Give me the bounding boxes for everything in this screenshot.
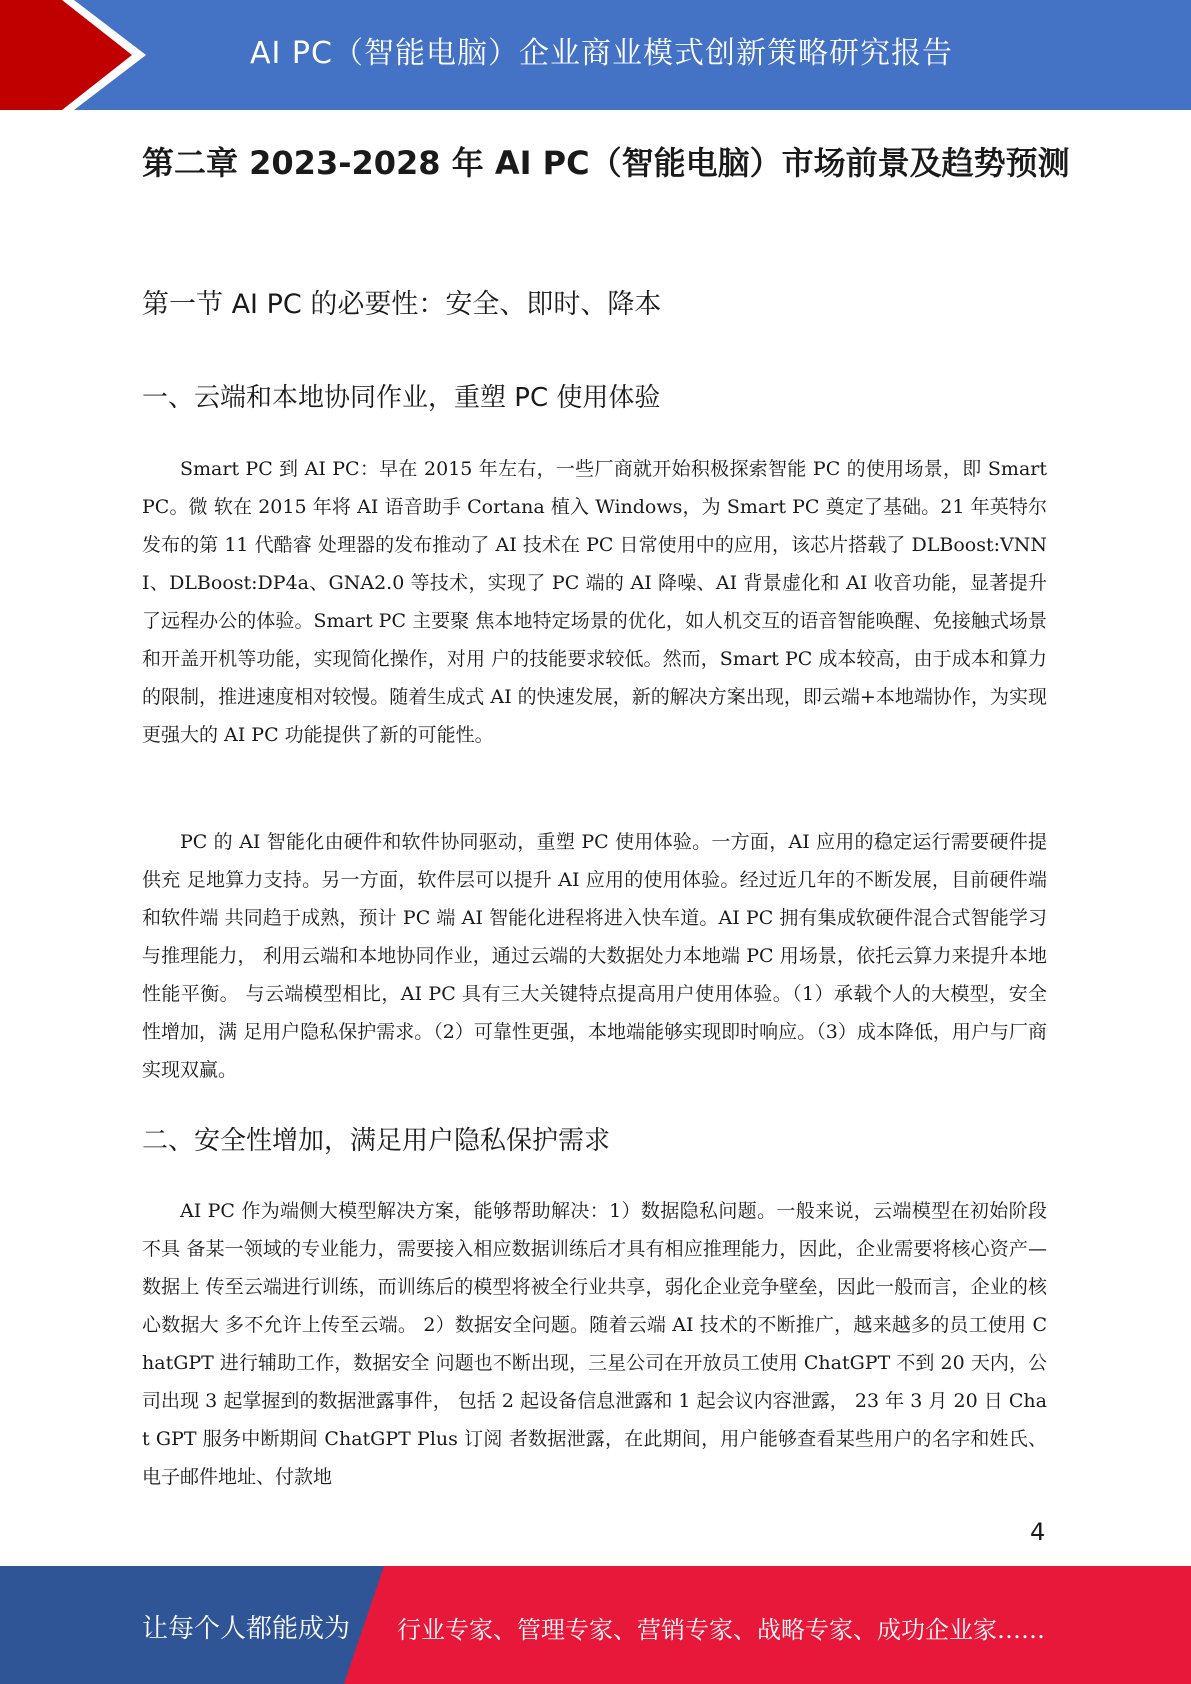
header-chevron-decoration: [0, 0, 160, 110]
chapter-title: 第二章 2023-2028 年 AI PC（智能电脑）市场前景及趋势预测: [142, 144, 1070, 182]
report-title: AI PC（智能电脑）企业商业模式创新策略研究报告: [250, 36, 953, 71]
body-paragraph: PC 的 AI 智能化由硬件和软件协同驱动，重塑 PC 使用体验。一方面，AI 应用的稳定运行需要硬件提供充 足地算力支持。另一方面，软件层可以提升 AI 应用的使用体验。经过近几年的不断发展，目前硬件端和软件端 共同趋于成熟，预计 PC 端 AI 智能化进程将进入快车道。AI PC 拥有集成软硬件混合式智能学习与推理能力， 利用云端和本地协同作业，通过云端的大数据处力本地端 PC 用场景，依托云算力来提升本地性能平衡。 与云端模型相比，AI PC 具有三大关键特点提高用户使用体验。（1）承载个人的大模型，安全性增加，满 足用户隐私保护需求。（2）可靠性更强，本地端能够实现即时响应。（3）成本降低，用户与厂商实现双赢。: [142, 831, 1047, 1081]
subsection-title: 二、安全性增加，满足用户隐私保护需求: [142, 1126, 611, 1156]
body-paragraph: AI PC 作为端侧大模型解决方案，能够帮助解决：1）数据隐私问题。一般来说，云端模型在初始阶段不具 备某一领域的专业能力，需要接入相应数据训练后才具有相应推理能力，因此，企业需要将核心资产—数据上 传至云端进行训练，而训练后的模型将被全行业共享，弱化企业竞争壁垒，因此一般而言，企业的核心数据大 多不允许上传至云端。 2）数据安全问题。随着云端 AI 技术的不断推广，越来越多的员工使用 ChatGPT 进行辅助工作，数据安全 问题也不断出现，三星公司在开放员工使用 ChatGPT 不到 20 天内，公司出现 3 起掌握到的数据泄露事件， 包括 2 起设备信息泄露和 1 起会议内容泄露， 23 年 3 月 20 日 Chat GPT 服务中断期间 ChatGPT Plus 订阅 者数据泄露，在此期间，用户能够查看某些用户的名字和姓氏、电子邮件地址、付款地: [142, 1200, 1047, 1488]
body-paragraph: Smart PC 到 AI PC：早在 2015 年左右，一些厂商就开始积极探索智能 PC 的使用场景，即 Smart PC。微 软在 2015 年将 AI 语音助手 Cortana 植入 Windows，为 Smart PC 奠定了基础。21 年英特尔发布的第 11 代酷睿 处理器的发布推动了 AI 技术在 PC 日常使用中的应用，该芯片搭载了 DLBoost:VNNI、DLBoost:DP4a、GNA2.0 等技术，实现了 PC 端的 AI 降噪、AI 背景虚化和 AI 收音功能，显著提升了远程办公的体验。Smart PC 主要聚 焦本地特定场景的优化，如人机交互的语音智能唤醒、免接触式场景和开盖开机等功能，实现简化操作，对用 户的技能要求较低。然而，Smart PC 成本较高，由于成本和算力的限制，推进速度相对较慢。随着生成式 AI 的快速发展，新的解决方案出现，即云端+本地端协作，为实现更强大的 AI PC 功能提供了新的可能性。: [142, 458, 1047, 746]
footer-slogan-right: 行业专家、管理专家、营销专家、战略专家、成功企业家……: [397, 1616, 1045, 1644]
section-title: 第一节 AI PC 的必要性：安全、即时、降本: [142, 289, 662, 320]
footer-slogan-left: 让每个人都能成为: [142, 1614, 351, 1644]
page-number: 4: [1030, 1518, 1046, 1546]
subsection-title: 一、云端和本地协同作业，重塑 PC 使用体验: [142, 383, 661, 413]
